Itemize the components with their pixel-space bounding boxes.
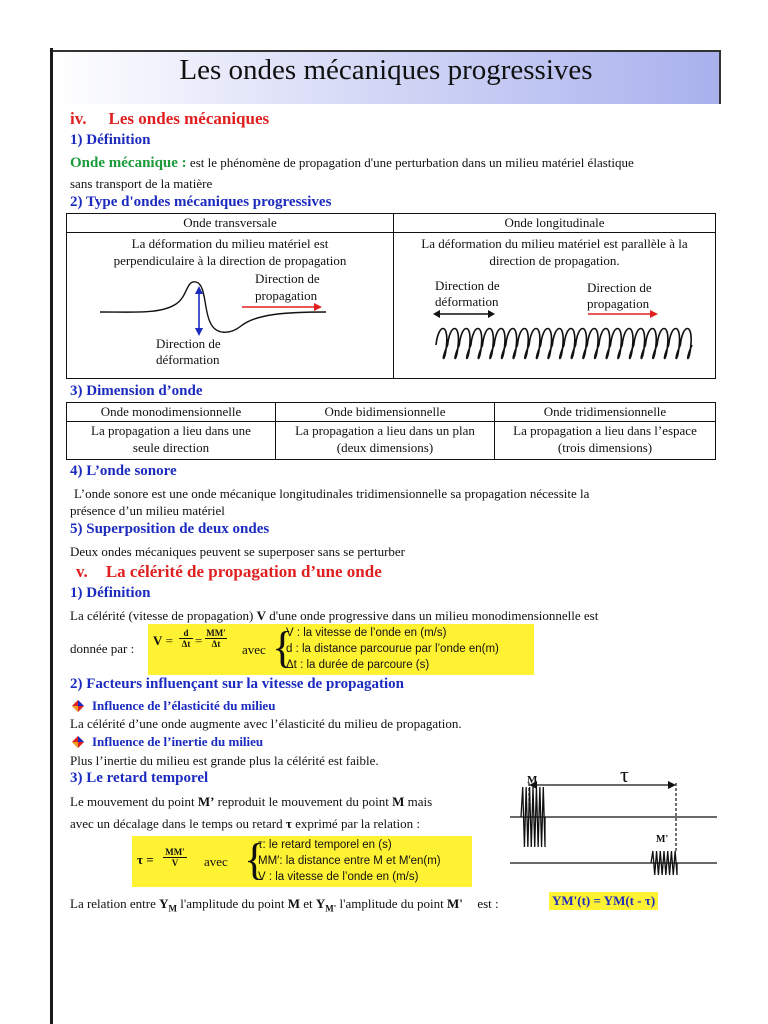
heading-superposition: 5) Superposition de deux ondes: [70, 521, 270, 537]
tau-arrow-right: [668, 781, 676, 789]
header-longitudinale: Onde longitudinale: [394, 214, 716, 233]
mono-line-2: seule direction: [132, 440, 210, 455]
l-prop-label-1: Direction de: [587, 280, 652, 295]
tau-legend: [258, 837, 441, 885]
retard-l1-c: mais: [407, 794, 433, 809]
header-bi: Onde bidimensionnelle: [276, 403, 495, 422]
formula-eq-2: =: [195, 633, 203, 648]
retard-line-2: [70, 815, 420, 832]
frac-mm-v: [163, 847, 187, 868]
cell-bi: [276, 422, 495, 460]
brace-2: {: [244, 835, 266, 884]
heading-retard: 3) Le retard temporel: [70, 770, 209, 786]
dimension-table: [66, 402, 716, 460]
transversale-text-2: perpendiculaire à la direction de propagation: [113, 253, 347, 268]
bullet-icon: [72, 700, 84, 712]
t-def-label-2: déformation: [156, 352, 220, 367]
tau-avec: avec: [204, 854, 228, 869]
header-tri: Onde tridimensionnelle: [495, 403, 716, 422]
rel-c: et: [303, 896, 313, 911]
sub-elasticite: Influence de l’élasticité du milieu: [92, 698, 276, 713]
onde-sonore-line-2: présence d’un milieu matériel: [70, 503, 225, 518]
relation-result: YM'(t) = YM(t - τ): [549, 892, 658, 910]
rel-a: La relation entre: [70, 896, 156, 911]
long-prop-head: [650, 310, 658, 318]
celerite-symbol-v: V: [256, 608, 266, 623]
longitudinal-spring-figure: [430, 305, 700, 367]
tri-line-1: La propagation a lieu dans l’espace: [513, 423, 697, 438]
bi-line-2: (deux dimensions): [336, 440, 434, 455]
retard-point-m: M: [392, 794, 405, 809]
definition-line-1: est le phénomène de propagation d'une perturbation dans un milieu matériel élastique: [189, 155, 634, 170]
t-prop-label-2: propagation: [255, 288, 318, 303]
term-onde-mecanique: Onde mécanique :: [70, 155, 187, 171]
tau-frac-num: MM′: [165, 847, 185, 857]
superposition-text: Deux ondes mécaniques peuvent se superposer sans se perturber: [70, 544, 406, 559]
section-v-number: v.: [76, 562, 88, 581]
donnee-par: donnée par :: [70, 641, 135, 656]
legend-v2: V : la vitesse de l’onde en (m/s): [258, 871, 419, 883]
celerite-def-part-1: La célérité (vitesse de propagation): [70, 608, 254, 623]
section-iv: [70, 109, 269, 129]
tau-formula: [137, 852, 154, 868]
header-transversale: Onde transversale: [67, 214, 394, 233]
retard-l1-b: reproduit le mouvement du point: [217, 794, 389, 809]
long-def-head-left: [433, 310, 440, 318]
l-def-label-2: déformation: [435, 294, 499, 309]
rel-y-m2: Y: [315, 896, 326, 911]
onde-sonore-line-1: L’onde sonore est une onde mécanique longitudinales tridimensionnelle sa propagation nécessite la: [74, 486, 590, 501]
section-v-title: La célérité de propagation d’une onde: [105, 562, 382, 581]
fig-label-tau: τ: [620, 762, 629, 787]
celerite-definition-line: [70, 607, 598, 624]
legend-d: d : la distance parcourue par l’onde en(m): [286, 643, 499, 655]
header-mono: Onde monodimensionnelle: [67, 403, 276, 422]
relation-line: [70, 895, 499, 918]
heading-types: 2) Type d'ondes mécaniques progressives: [70, 194, 332, 210]
cell-tri: [495, 422, 716, 460]
cell-mono: [67, 422, 276, 460]
formula-avec: avec: [242, 642, 266, 657]
retard-tau: τ: [285, 816, 292, 831]
bi-line-1: La propagation a lieu dans un plan: [295, 423, 475, 438]
heading-definition: 1) Définition: [70, 132, 151, 148]
definition-line-2: sans transport de la matière: [70, 176, 213, 191]
l-def-label-1: Direction de: [435, 278, 500, 293]
legend-tau: τ: le retard temporel en (s): [258, 839, 392, 851]
fig-label-m2: M': [656, 834, 669, 845]
formula-eq-1: =: [165, 633, 173, 648]
tau-frac-den: V: [163, 857, 187, 868]
transversale-text-1: La déformation du milieu matériel est: [131, 236, 329, 251]
rel-sub-m: M: [168, 903, 178, 914]
frac-den-dt-2: Δt: [205, 638, 227, 649]
velocity-formula: [153, 633, 173, 649]
frac-den-dt: Δt: [179, 638, 193, 649]
l-prop-label-2: propagation: [587, 296, 650, 311]
definition-text: [70, 154, 634, 172]
long-def-head-right: [488, 310, 495, 318]
brace-1: {: [272, 623, 294, 672]
retard-l1-a: Le mouvement du point: [70, 794, 195, 809]
spring-coil: [436, 329, 692, 359]
retard-l2-a: avec un décalage dans le temps ou retard: [70, 816, 283, 831]
inertie-text: Plus l’inertie du milieu est grande plus la célérité est faible.: [70, 753, 379, 768]
legend-dt: Δt : la durée de parcoure (s): [286, 659, 430, 671]
t-prop-label-1: Direction de: [255, 271, 320, 286]
frac-num-d: d: [183, 628, 189, 638]
rel-b: l'amplitude du point: [180, 896, 285, 911]
heading-celerite-definition: 1) Définition: [70, 585, 151, 601]
formula-legend-1: [286, 625, 499, 673]
section-iv-number: iv.: [70, 109, 87, 128]
rel-m2: M': [446, 896, 463, 911]
heading-onde-sonore: 4) L’onde sonore: [70, 463, 177, 479]
tau-eq: =: [146, 852, 154, 867]
bullet-icon: [72, 736, 84, 748]
t-def-label-1: Direction de: [156, 336, 221, 351]
page-left-border: [50, 48, 53, 1024]
celerite-def-part-2: d'une onde progressive dans un milieu monodimensionnelle est: [269, 608, 599, 623]
mono-line-1: La propagation a lieu dans une: [91, 423, 251, 438]
section-v: [76, 562, 382, 582]
heading-facteurs: 2) Facteurs influençant sur la vitesse de propagation: [70, 676, 405, 692]
longitudinale-text-1: La déformation du milieu matériel est parallèle à la: [421, 236, 688, 251]
elasticite-text: La célérité d’une onde augmente avec l’élasticité du milieu de propagation.: [70, 716, 462, 731]
legend-mm: MM′: la distance entre M et M′en(m): [258, 855, 441, 867]
rel-e: est :: [477, 896, 499, 911]
frac-num-mm: MM′: [206, 628, 226, 638]
fig-label-m: M: [527, 774, 538, 786]
frac-mm-dt: [205, 628, 227, 649]
longitudinale-text-2: direction de propagation.: [489, 253, 620, 268]
rel-m: M: [287, 896, 300, 911]
heading-dimension: 3) Dimension d’onde: [70, 383, 203, 399]
retard-point-m2: M’: [197, 794, 215, 809]
tau-symbol: τ: [137, 852, 143, 867]
section-iv-title: Les ondes mécaniques: [108, 109, 270, 128]
formula-v: V: [153, 633, 163, 648]
page-title: Les ondes mécaniques progressives: [179, 54, 593, 86]
frac-d-dt: [179, 628, 193, 649]
retard-line-1: [70, 793, 432, 810]
propagation-arrow-head: [314, 303, 322, 311]
rel-d: l'amplitude du point: [339, 896, 444, 911]
rel-y-m: Y: [159, 896, 169, 911]
legend-v: V : la vitesse de l’onde en (m/s): [286, 627, 447, 639]
retard-l2-b: exprimé par la relation :: [295, 816, 420, 831]
rel-sub-m2: M': [325, 903, 337, 914]
tri-line-2: (trois dimensions): [557, 440, 653, 455]
sub-inertie: Influence de l’inertie du milieu: [92, 734, 264, 749]
